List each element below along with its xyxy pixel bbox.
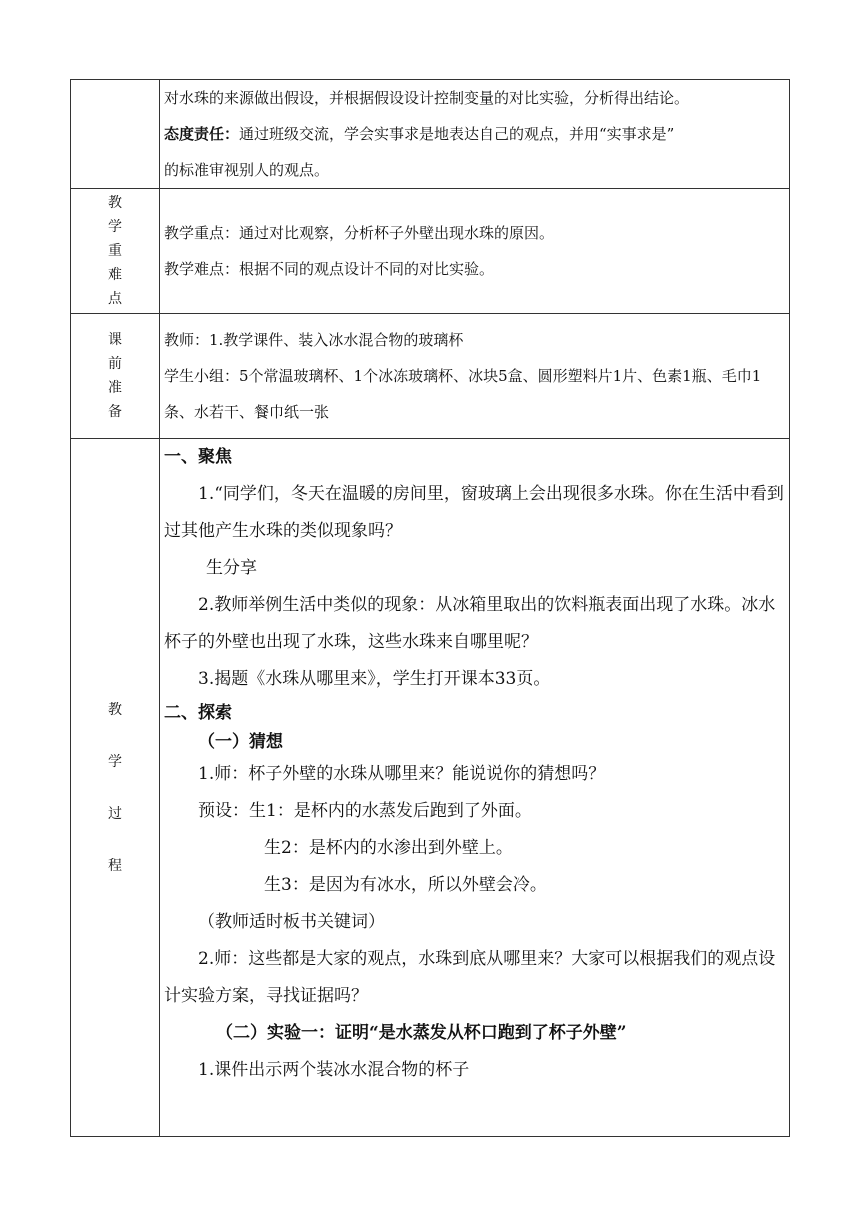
- process-paragraph: 1.师：杯子外壁的水珠从哪里来？能说说你的猜想吗？: [198, 764, 606, 784]
- key-point-line: 教学重点：通过对比观察，分析杯子外壁出现水珠的原因。: [164, 224, 555, 242]
- key-points-label: 教学重难点: [108, 195, 122, 307]
- objectives-line: 对水珠的来源做出假设，并根据假设设计控制变量的对比实验，分析得出结论。: [164, 89, 690, 107]
- process-paragraph: 1.“同学们，冬天在温暖的房间里，窗玻璃上会出现很多水珠。你在生活中看到过其他产生水珠的类似现象吗？: [164, 484, 784, 541]
- process-paragraph: 2.师：这些都是大家的观点，水珠到底从哪里来？大家可以根据我们的观点设计实验方案，寻找证据吗？: [164, 949, 776, 1006]
- process-row: [71, 439, 790, 1137]
- attitude-label: 态度责任：: [164, 125, 240, 143]
- preparation-label: 课前准备: [108, 332, 122, 420]
- objectives-content-cell: [160, 80, 790, 189]
- process-paragraph: 预设：生1：是杯内的水蒸发后跑到了外面。: [198, 801, 532, 821]
- process-label: 教学过程: [108, 701, 122, 874]
- process-paragraph: 生分享: [206, 558, 257, 578]
- attitude-text: 通过班级交流，学会实事求是地表达自己的观点，并用“实事求是”: [239, 125, 675, 143]
- process-paragraph: 生2：是杯内的水渗出到外壁上。: [264, 838, 513, 858]
- lesson-plan-table: [70, 79, 790, 1137]
- objectives-line: 的标准审视别人的观点。: [164, 161, 330, 179]
- key-points-label-cell: [71, 189, 160, 314]
- process-content-cell: [160, 439, 790, 1137]
- objectives-row: [71, 80, 790, 189]
- preparation-content-cell: [160, 314, 790, 439]
- process-paragraph: 生3：是因为有冰水，所以外壁会冷。: [264, 875, 547, 895]
- process-paragraph: 1.课件出示两个装冰水混合物的杯子: [198, 1060, 470, 1080]
- difficult-point-line: 教学难点：根据不同的观点设计不同的对比实验。: [164, 260, 495, 278]
- process-paragraph: 2.教师举例生活中类似的现象：从冰箱里取出的饮料瓶表面出现了水珠。冰水杯子的外壁也出现了水珠，这些水珠来自哪里呢？: [164, 595, 776, 652]
- teacher-prep-line: 教师：1.教学课件、装入冰水混合物的玻璃杯: [164, 331, 464, 349]
- process-paragraph: （教师适时板书关键词）: [198, 912, 385, 932]
- section-heading-explore: 二、探索: [164, 703, 232, 723]
- preparation-row: [71, 314, 790, 439]
- student-prep-line: 学生小组：5个常温玻璃杯、1个冰冻玻璃杯、冰块5盒、圆形塑料片1片、色素1瓶、毛巾1条、水若干、餐巾纸一张: [164, 367, 762, 421]
- subheading-experiment-one: （二）实验一：证明“是水蒸发从杯口跑到了杯子外壁”: [216, 1023, 627, 1043]
- section-heading-focus: 一、聚焦: [164, 447, 232, 467]
- key-points-row: [71, 189, 790, 314]
- key-points-content-cell: [160, 189, 790, 314]
- subheading-guess: （一）猜想: [198, 732, 283, 752]
- process-paragraph: 3.揭题《水珠从哪里来》，学生打开课本33页。: [198, 669, 551, 689]
- preparation-label-cell: [71, 314, 160, 439]
- process-label-cell: [71, 439, 160, 1137]
- objectives-label-cell: [71, 80, 160, 189]
